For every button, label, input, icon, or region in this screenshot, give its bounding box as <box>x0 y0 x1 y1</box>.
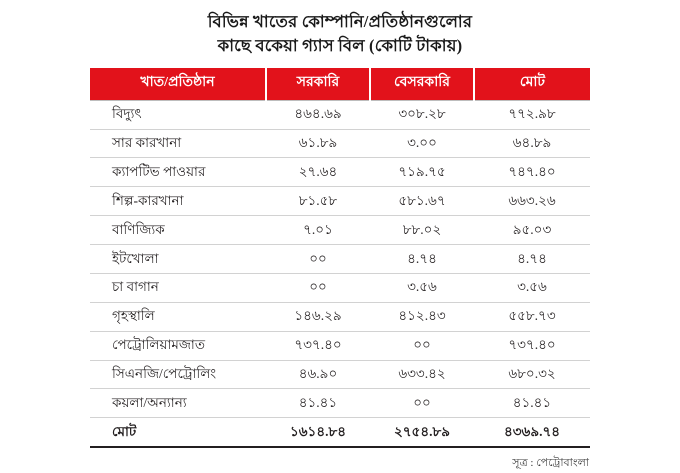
cell-government: ৪৬৪.৬৯ <box>266 100 370 129</box>
total-private: ২৭৫৪.৮৯ <box>370 418 474 447</box>
source-note: সূত্র : পেট্রোবাংলা <box>512 457 589 470</box>
row-label: কয়লা/অন্যান্য <box>90 389 266 418</box>
cell-total: ৭৪৭.৪০ <box>474 158 590 187</box>
row-label: শিল্প-কারখানা <box>90 187 266 216</box>
cell-government: ৮১.৫৮ <box>266 187 370 216</box>
cell-government: ৬১.৮৯ <box>266 129 370 158</box>
cell-total: ৩.৫৬ <box>474 273 590 302</box>
table-row <box>90 273 590 302</box>
table-total-row <box>90 418 590 447</box>
table-body <box>90 100 590 447</box>
row-label: বিদ্যুৎ <box>90 100 266 129</box>
cell-private: ০০ <box>370 331 474 360</box>
cell-total: ৫৫৮.৭৩ <box>474 302 590 331</box>
row-label: গৃহস্থালি <box>90 302 266 331</box>
table-header-row <box>90 68 590 100</box>
cell-government: ৪১.৪১ <box>266 389 370 418</box>
cell-total: ৭৩৭.৪০ <box>474 331 590 360</box>
cell-government: ২৭.৬৪ <box>266 158 370 187</box>
cell-private: ৭১৯.৭৫ <box>370 158 474 187</box>
row-label: চা বাগান <box>90 273 266 302</box>
column-header-sector: খাত/প্রতিষ্ঠান <box>90 68 266 100</box>
cell-total: ৪১.৪১ <box>474 389 590 418</box>
title-line-2: কাছে বকেয়া গ্যাস বিল (কোটি টাকায়) <box>217 35 463 55</box>
cell-government: ৪৬.৯০ <box>266 360 370 389</box>
cell-private: ৩.০০ <box>370 129 474 158</box>
cell-total: ৬৪.৮৯ <box>474 129 590 158</box>
table-row <box>90 302 590 331</box>
table-row <box>90 100 590 129</box>
cell-private: ৪১২.৪৩ <box>370 302 474 331</box>
row-label: সার কারখানা <box>90 129 266 158</box>
table-row <box>90 129 590 158</box>
table-row <box>90 216 590 245</box>
total-overall: ৪৩৬৯.৭৪ <box>474 418 590 447</box>
table-row <box>90 187 590 216</box>
cell-total: ৭৭২.৯৮ <box>474 100 590 129</box>
table-row <box>90 158 590 187</box>
table-row <box>90 245 590 274</box>
cell-government: ৭৩৭.৪০ <box>266 331 370 360</box>
table-header <box>90 68 590 100</box>
cell-private: ৮৮.০২ <box>370 216 474 245</box>
cell-government: ০০ <box>266 245 370 274</box>
cell-private: ৩.৫৬ <box>370 273 474 302</box>
page-left-edge <box>0 0 3 440</box>
page-title <box>0 0 680 58</box>
cell-total: ৬৬৩.২৬ <box>474 187 590 216</box>
cell-private: ৩০৮.২৮ <box>370 100 474 129</box>
row-label: পেট্রোলিয়ামজাত <box>90 331 266 360</box>
cell-private: ৪.৭৪ <box>370 245 474 274</box>
column-header-total: মোট <box>474 68 590 100</box>
cell-government: ৭.০১ <box>266 216 370 245</box>
cell-private: ০০ <box>370 389 474 418</box>
cell-total: ৪.৭৪ <box>474 245 590 274</box>
row-label: বাণিজ্যিক <box>90 216 266 245</box>
total-government: ১৬১৪.৮৪ <box>266 418 370 447</box>
cell-total: ৯৫.০৩ <box>474 216 590 245</box>
row-label: সিএনজি/পেট্রোলিং <box>90 360 266 389</box>
total-row-label: মোট <box>90 418 266 447</box>
title-line-1: বিভিন্ন খাতের কোম্পানি/প্রতিষ্ঠানগুলোর <box>207 12 473 31</box>
cell-government: ১৪৬.২৯ <box>266 302 370 331</box>
cell-government: ০০ <box>266 273 370 302</box>
cell-private: ৬৩৩.৪২ <box>370 360 474 389</box>
gas-dues-table-wrapper <box>90 68 590 448</box>
row-label: ক্যাপটিভ পাওয়ার <box>90 158 266 187</box>
column-header-government: সরকারি <box>266 68 370 100</box>
gas-dues-table <box>90 68 590 448</box>
table-row <box>90 331 590 360</box>
table-row <box>90 360 590 389</box>
cell-private: ৫৮১.৬৭ <box>370 187 474 216</box>
column-header-private: বেসরকারি <box>370 68 474 100</box>
table-row <box>90 389 590 418</box>
cell-total: ৬৮০.৩২ <box>474 360 590 389</box>
row-label: ইটখোলা <box>90 245 266 274</box>
